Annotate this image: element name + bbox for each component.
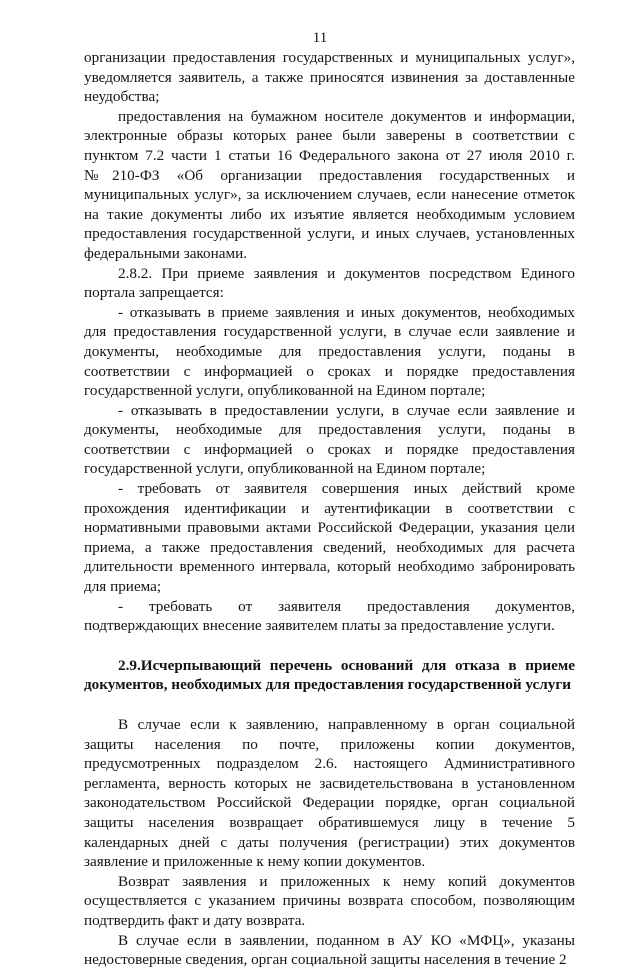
paragraph-false-info: В случае если в заявлении, поданном в АУ КО «МФЦ», указаны недостоверные сведения, орган социальной защиты населения в течение 2 [84, 931, 575, 969]
section-heading-2-9: 2.9.Исчерпывающий перечень оснований для отказа в приеме документов, необходимых для предоставления государственной услуги [84, 656, 575, 694]
list-item-refuse-service: - отказывать в предоставлении услуги, в случае если заявление и документы, необходимые для предоставления услуги, поданы в соответствии с информацией о сроках и порядке предоставления государственной услуги, опубликованной на Едином портале; [84, 401, 575, 478]
list-item-require-payment-docs: - требовать от заявителя предоставления документов, подтверждающих внесение заявителем платы за предоставление услуги. [84, 597, 575, 635]
paragraph-portal-prohibitions: 2.8.2. При приеме заявления и документов посредством Единого портала запрещается: [84, 264, 575, 302]
paragraph-continuation: организации предоставления государственных и муниципальных услуг», уведомляется заявитель, а также приносятся извинения за доставленные неудобства; [84, 49, 575, 106]
page-number: 11 [312, 30, 328, 46]
list-item-refuse-acceptance: - отказывать в приеме заявления и иных документов, необходимых для предоставления государственной услуги, в случае если заявление и документы, необходимые для предоставления услуги, поданы в соответствии с информацией о сроках и порядке предоставления государственной услуги, опубликованной на Едином портале; [84, 303, 575, 400]
document-body [84, 48, 575, 970]
paragraph-paper-documents: предоставления на бумажном носителе документов и информации, электронные образы которых ранее были заверены в соответствии с пунктом 7.2 части 1 статьи 16 Федерального закона от 27 июля 2010 г. №210-ФЗ «Об организации предоставления государственных и муниципальных услуг», за исключением случаев, если нанесение отметок на такие документы либо их изъятие является необходимым условием предоставления государственной услуги, и иных случаев, установленных федеральными законами. [84, 107, 575, 262]
paragraph-return-method: Возврат заявления и приложенных к нему копий документов осуществляется с указанием причины возврата способом, позволяющим подтвердить факт и дату возврата. [84, 872, 575, 929]
paragraph-mail-copies: В случае если к заявлению, направленному в орган социальной защиты населения по почте, приложены копии документов, предусмотренных подразделом 2.6. настоящего Административного регламента, верность которых не засвидетельствована в установленном законодательством Российской Федерации порядке, орган социальной защиты населения возвращает обратившемуся лицу в течение 5 календарных дней с даты получения (регистрации) этих документов заявление и приложенные к нему копии документов. [84, 716, 575, 871]
list-item-require-actions: - требовать от заявителя совершения иных действий кроме прохождения идентификации и аутентификации в соответствии с нормативными правовыми актами Российской Федерации, указания цели приема, а также предоставления сведений, необходимых для расчета длительности временного интервала, который необходимо забронировать для приема; [84, 480, 575, 596]
